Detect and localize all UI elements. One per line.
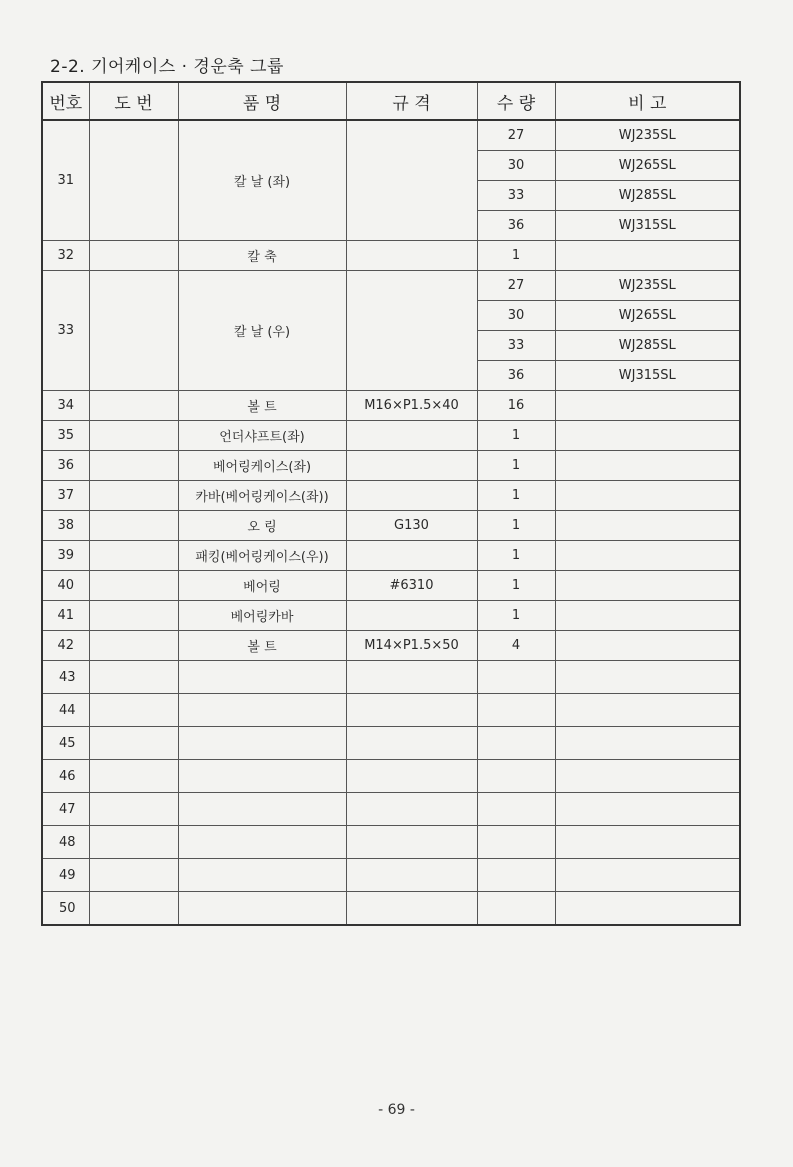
section-title: 2-2. 기어케이스 · 경운축 그룹: [50, 57, 284, 77]
part-name: 칼 날 (좌): [178, 120, 346, 241]
remarks: WJ235SL: [555, 271, 740, 301]
spec: [346, 421, 477, 451]
remarks: [555, 241, 740, 271]
remarks: WJ285SL: [555, 331, 740, 361]
part-name: 베어링카바: [178, 601, 346, 631]
row-number: 32: [42, 241, 89, 271]
quantity: 30: [477, 151, 555, 181]
spec: G130: [346, 511, 477, 541]
drawing-no: [89, 541, 178, 571]
remarks: WJ285SL: [555, 181, 740, 211]
row-number: 37: [42, 481, 89, 511]
row-number: 40: [42, 571, 89, 601]
part-name: 카바(베어링케이스(좌)): [178, 481, 346, 511]
row-number: 31: [42, 120, 89, 241]
header-row: [42, 82, 740, 120]
part-name: 오 링: [178, 511, 346, 541]
part-name: 볼 트: [178, 391, 346, 421]
row-number: 34: [42, 391, 89, 421]
remarks: WJ315SL: [555, 211, 740, 241]
drawing-no: [89, 391, 178, 421]
drawing-no: [89, 601, 178, 631]
drawing-no: [89, 481, 178, 511]
spec: [346, 541, 477, 571]
part-name: 칼 축: [178, 241, 346, 271]
quantity: 36: [477, 211, 555, 241]
part-name: 베어링케이스(좌): [178, 451, 346, 481]
table-row: [42, 793, 740, 826]
part-name: 베어링: [178, 571, 346, 601]
drawing-no: [89, 631, 178, 661]
quantity: 1: [477, 511, 555, 541]
quantity: 1: [477, 421, 555, 451]
quantity: 36: [477, 361, 555, 391]
header-number: 번호: [42, 82, 89, 120]
header-quantity: 수 량: [477, 82, 555, 120]
quantity: 33: [477, 331, 555, 361]
drawing-no: [89, 571, 178, 601]
row-number: 38: [42, 511, 89, 541]
part-name: 볼 트: [178, 631, 346, 661]
header-part-name: 품 명: [178, 82, 346, 120]
quantity: 1: [477, 601, 555, 631]
remarks: WJ265SL: [555, 301, 740, 331]
remarks: [555, 481, 740, 511]
remarks: WJ265SL: [555, 151, 740, 181]
table-row: [42, 541, 740, 571]
row-number: 44: [42, 694, 89, 727]
table-row: [42, 826, 740, 859]
table-row: [42, 661, 740, 694]
table-row: [42, 571, 740, 601]
header-spec: 규 격: [346, 82, 477, 120]
row-number: 39: [42, 541, 89, 571]
table-row: [42, 120, 740, 151]
part-name: 언더샤프트(좌): [178, 421, 346, 451]
table-row: [42, 694, 740, 727]
table-row: [42, 271, 740, 301]
quantity: 1: [477, 241, 555, 271]
spec: [346, 241, 477, 271]
quantity: 30: [477, 301, 555, 331]
spec: [346, 481, 477, 511]
row-number: 50: [42, 892, 89, 926]
table-row: [42, 511, 740, 541]
quantity: 1: [477, 541, 555, 571]
quantity: 27: [477, 120, 555, 151]
spec: [346, 271, 477, 391]
row-number: 46: [42, 760, 89, 793]
table-row: [42, 631, 740, 661]
parts-table: [41, 81, 741, 926]
part-name: 패킹(베어링케이스(우)): [178, 541, 346, 571]
spec: M14×P1.5×50: [346, 631, 477, 661]
remarks: [555, 541, 740, 571]
drawing-no: [89, 421, 178, 451]
spec: #6310: [346, 571, 477, 601]
header-remarks: 비 고: [555, 82, 740, 120]
remarks: [555, 571, 740, 601]
row-number: 47: [42, 793, 89, 826]
quantity: 27: [477, 271, 555, 301]
table-row: [42, 241, 740, 271]
quantity: 16: [477, 391, 555, 421]
remarks: [555, 601, 740, 631]
quantity: 1: [477, 481, 555, 511]
quantity: 1: [477, 451, 555, 481]
drawing-no: [89, 120, 178, 241]
row-number: 48: [42, 826, 89, 859]
remarks: [555, 391, 740, 421]
part-name: 칼 날 (우): [178, 271, 346, 391]
quantity: 1: [477, 571, 555, 601]
table-row: [42, 601, 740, 631]
table-row: [42, 481, 740, 511]
row-number: 35: [42, 421, 89, 451]
row-number: 49: [42, 859, 89, 892]
remarks: [555, 511, 740, 541]
quantity: 33: [477, 181, 555, 211]
quantity: 4: [477, 631, 555, 661]
row-number: 43: [42, 661, 89, 694]
table-row: [42, 760, 740, 793]
spec: [346, 120, 477, 241]
table-row: [42, 892, 740, 926]
remarks: [555, 451, 740, 481]
drawing-no: [89, 511, 178, 541]
table-row: [42, 421, 740, 451]
table-row: [42, 451, 740, 481]
remarks: [555, 631, 740, 661]
row-number: 42: [42, 631, 89, 661]
drawing-no: [89, 241, 178, 271]
spec: M16×P1.5×40: [346, 391, 477, 421]
spec: [346, 601, 477, 631]
table-row: [42, 859, 740, 892]
row-number: 41: [42, 601, 89, 631]
table-row: [42, 391, 740, 421]
row-number: 33: [42, 271, 89, 391]
drawing-no: [89, 451, 178, 481]
remarks: [555, 421, 740, 451]
page-number: - 69 -: [378, 1102, 415, 1118]
remarks: WJ235SL: [555, 120, 740, 151]
table-row: [42, 727, 740, 760]
header-drawing-no: 도 번: [89, 82, 178, 120]
spec: [346, 451, 477, 481]
row-number: 36: [42, 451, 89, 481]
remarks: WJ315SL: [555, 361, 740, 391]
row-number: 45: [42, 727, 89, 760]
drawing-no: [89, 271, 178, 391]
